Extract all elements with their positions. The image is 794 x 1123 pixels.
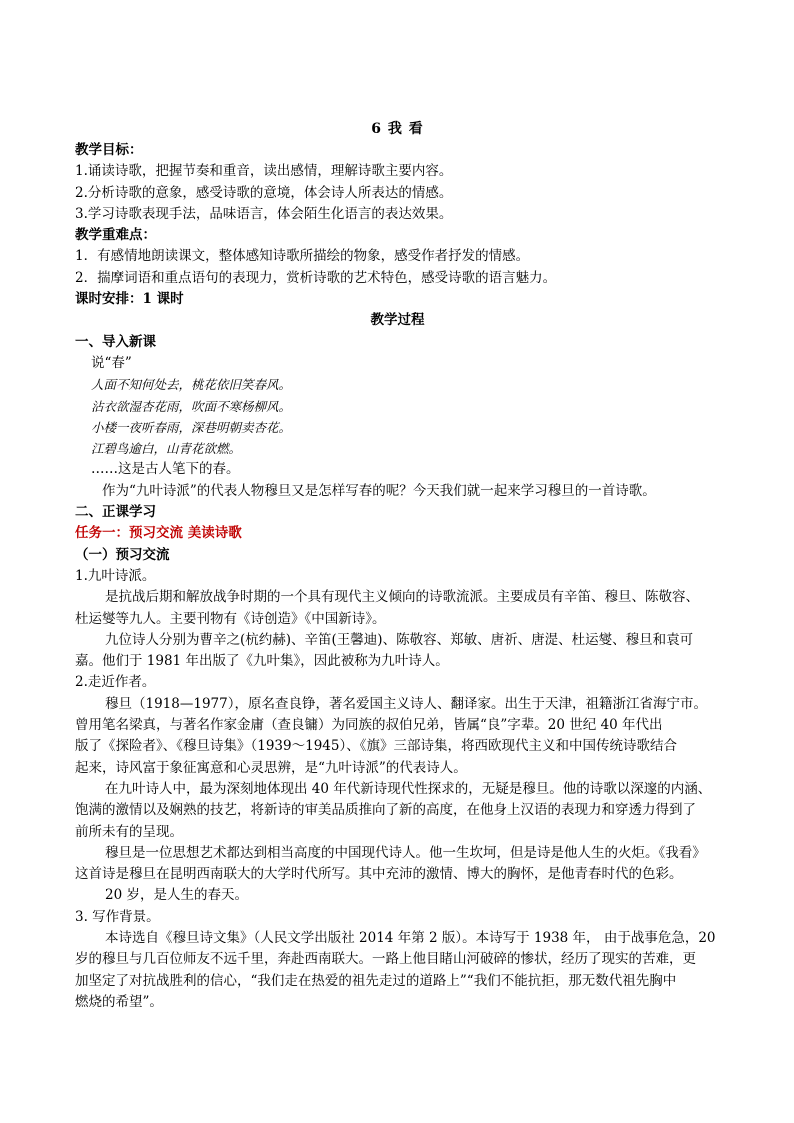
paragraph-line: 嘉。他们于 1981 年出版了《九叶集》，因此被称为九叶诗人。: [75, 653, 449, 670]
paragraph-line: 穆旦（1918—1977），原名查良铮，著名爱国主义诗人、翻译家。出生于天津，祖籍浙江省海宁市。: [105, 695, 707, 712]
goal-item: 3.学习诗歌表现手法，品味语言，体会陌生化语言的表达效果。: [75, 205, 453, 222]
keypoint-item: 1．有感情地朗读课文，整体感知诗歌所描绘的物象，感受作者抒发的情感。: [75, 248, 530, 265]
paragraph-line: 20 岁，是人生的春天。: [105, 887, 248, 904]
paragraph-line: 穆旦是一位思想艺术都达到相当高度的中国现代诗人。他一生坎坷，但是诗是他人生的火炬。《我看》: [105, 844, 706, 861]
paragraph-line: 在九叶诗人中，最为深刻地体现出 40 年代新诗现代性探求的，无疑是穆旦。他的诗歌以深邃的内涵、: [105, 780, 712, 797]
paragraph-line: 燃烧的希望”。: [75, 993, 163, 1010]
poem-line: 人面不知何处去，桃花依旧笑春风。: [91, 377, 292, 393]
paragraph-line: 这首诗是穆旦在昆明西南联大的大学时代所写。其中充沛的激情、博大的胸怀，是他青春时代的色彩。: [75, 866, 683, 883]
paragraph-line: 是抗战后期和解放战争时期的一个具有现代主义倾向的诗歌流派。主要成员有辛笛、穆旦、陈敬容、: [105, 589, 699, 606]
schedule: 课时安排：1 课时: [75, 291, 184, 308]
goal-item: 1.诵读诗歌，把握节奏和重音，读出感情，理解诗歌主要内容。: [75, 163, 453, 180]
paragraph-line: 饱满的激情以及娴熟的技艺，将新诗的审美品质推向了新的高度，在他身上汉语的表现力和穿透力得到了: [75, 802, 696, 819]
page-title: 6 我 看: [371, 121, 424, 137]
section2-heading: 二、正课学习: [75, 504, 156, 521]
poem-line: 小楼一夜听春雨，深巷明朝卖杏花。: [91, 419, 292, 435]
paragraph-line: 起来，诗风富于象征寓意和心灵思辨，是“九叶诗派”的代表诗人。: [75, 759, 467, 776]
poem-line: 沾衣欲湿杏花雨，吹面不寒杨柳风。: [91, 398, 292, 414]
paragraph-line: 加坚定了对抗战胜利的信心，“我们走在热爱的祖先走过的道路上”“我们不能抗拒，那无数代祖先胸中: [75, 972, 677, 989]
task1-heading: 任务一：预习交流 美读诗歌: [75, 525, 242, 542]
section1-heading: 一、导入新课: [75, 333, 156, 350]
keypoints-heading: 教学重难点：: [75, 227, 156, 244]
goals-heading: 教学目标：: [75, 142, 143, 158]
goal-item: 2.分析诗歌的意象，感受诗歌的意境，体会诗人所表达的情感。: [75, 184, 453, 201]
section1-transition: 作为“九叶诗派”的代表人物穆旦又是怎样写春的呢？今天我们就一起来学习穆旦的一首诗歌。: [102, 482, 656, 499]
section1-intro: 说“春”: [91, 354, 132, 371]
paragraph-line: 杜运燮等九人。主要刊物有《诗创造》《中国新诗》。: [75, 610, 386, 627]
paragraph-line: 本诗选自《穆旦诗文集》（人民文学出版社 2014 年第 2 版）。本诗写于 1938 年， 由于战事危急，20: [105, 929, 716, 946]
paragraph-line: 版了《探险者》、《穆旦诗集》（1939～1945）、《旗》三部诗集，将西欧现代主义和中国传统诗歌结合: [75, 738, 677, 755]
paragraph-line: 前所未有的呈现。: [75, 823, 183, 840]
item3-label: 3. 写作背景。: [75, 908, 160, 925]
poem-line: 江碧鸟逾白，山青花欲燃。: [91, 441, 242, 457]
item1-label: 1.九叶诗派。: [75, 567, 156, 584]
document-page: [75, 118, 720, 1013]
paragraph-line: 岁的穆旦与几百位师友不远千里，奔赴西南联大。一路上他目睹山河破碎的惨状，经历了现实的苦难，更: [75, 951, 696, 968]
process-heading: 教学过程: [370, 312, 425, 329]
section1-closing: ……这是古人笔下的春。: [91, 461, 240, 478]
paragraph-line: 曾用笔名梁真，与著名作家金庸（查良镛）为同族的叔伯兄弟，皆属“良”字辈。20 世纪 40 年代出: [75, 717, 663, 734]
sub1-heading: （一）预习交流: [75, 546, 170, 563]
keypoint-item: 2．揣摩词语和重点语句的表现力，赏析诗歌的艺术特色，感受诗歌的语言魅力。: [75, 269, 557, 286]
paragraph-line: 九位诗人分别为曹辛之(杭约赫)、辛笛(王馨迪)、陈敬容、郑敏、唐祈、唐湜、杜运燮、穆旦和袁可: [105, 631, 694, 648]
item2-label: 2.走近作者。: [75, 674, 156, 691]
